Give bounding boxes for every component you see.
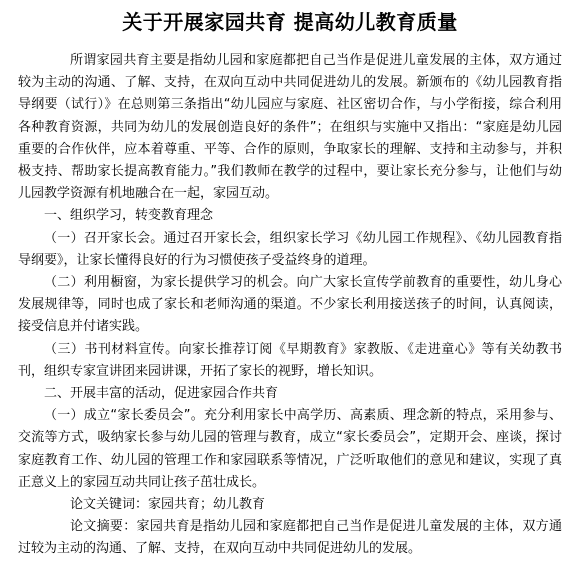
keywords-line: 论文关键词：家园共育；幼儿教育 <box>70 497 266 513</box>
subsection-paragraph-1-1: （一）召开家长会。通过召开家长会，组织家长学习《幼儿园工作规程》、《幼儿园教育指导纲要》，让家长懂得良好的行为习惯使孩子受益终身的道理。 <box>18 230 562 268</box>
document-page <box>0 8 579 557</box>
subsection-paragraph-1-2: （二）利用橱窗，为家长提供学习的机会。向广大家长宣传学前教育的重要性，幼儿身心发展规律等，同时也成了家长和老师沟通的渠道。不少家长利用接送孩子的时间，认真阅读，接受信息并付诸实践。 <box>18 275 562 335</box>
section-heading-1: 一、组织学习，转变教育理念 <box>44 208 214 224</box>
document-title: 关于开展家园共育 提高幼儿教育质量 <box>122 10 458 34</box>
section-heading-2: 二、开展丰富的活动，促进家园合作共育 <box>44 386 279 402</box>
subsection-paragraph-1-3: （三）书刊材料宣传。向家长推荐订阅《早期教育》家教版、《走进童心》等有关幼教书刊，组织专家宣讲团来园讲课，开拓了家长的视野，增长知识。 <box>18 341 562 379</box>
subsection-paragraph-2-1: （一）成立“家长委员会”。充分利用家长中高学历、高素质、理念新的特点，采用参与、交流等方式，吸纳家长参与幼儿园的管理与教育，成立“家长委员会”，定期开会、座谈，探讨家庭教育工作、幼儿园的管理工作和家园联系等情况，广泛听取他们的意见和建议，实现了真正意义上的家园互动共同让孩子茁壮成长。 <box>18 408 562 490</box>
abstract-line: 论文摘要：家园共育是指幼儿园和家庭都把自己当作是促进儿童发展的主体，双方通过较为主动的沟通、了解、支持，在双向互动中共同促进幼儿的发展。 <box>18 519 562 557</box>
intro-paragraph: 所谓家园共育主要是指幼儿园和家庭都把自己当作是促进儿童发展的主体，双方通过较为主动的沟通、了解、支持，在双向互动中共同促进幼儿的发展。新颁布的《幼儿园教育指导纲要（试行）》在总则第三条指出“幼儿园应与家庭、社区密切合作，与小学衔接，综合利用各种教育资源，共同为幼儿的发展创造良好的条件”；在组织与实施中又指出：“家庭是幼儿园重要的合作伙伴，应本着尊重、平等、合作的原则，争取家长的理解、支持和主动参与，并积极支持、帮助家长提高教育能力。”我们教师在教学的过程中，要让家长充分参与，让他们与幼儿园教学资源有机地融合在一起，家园互动。 <box>18 53 562 202</box>
